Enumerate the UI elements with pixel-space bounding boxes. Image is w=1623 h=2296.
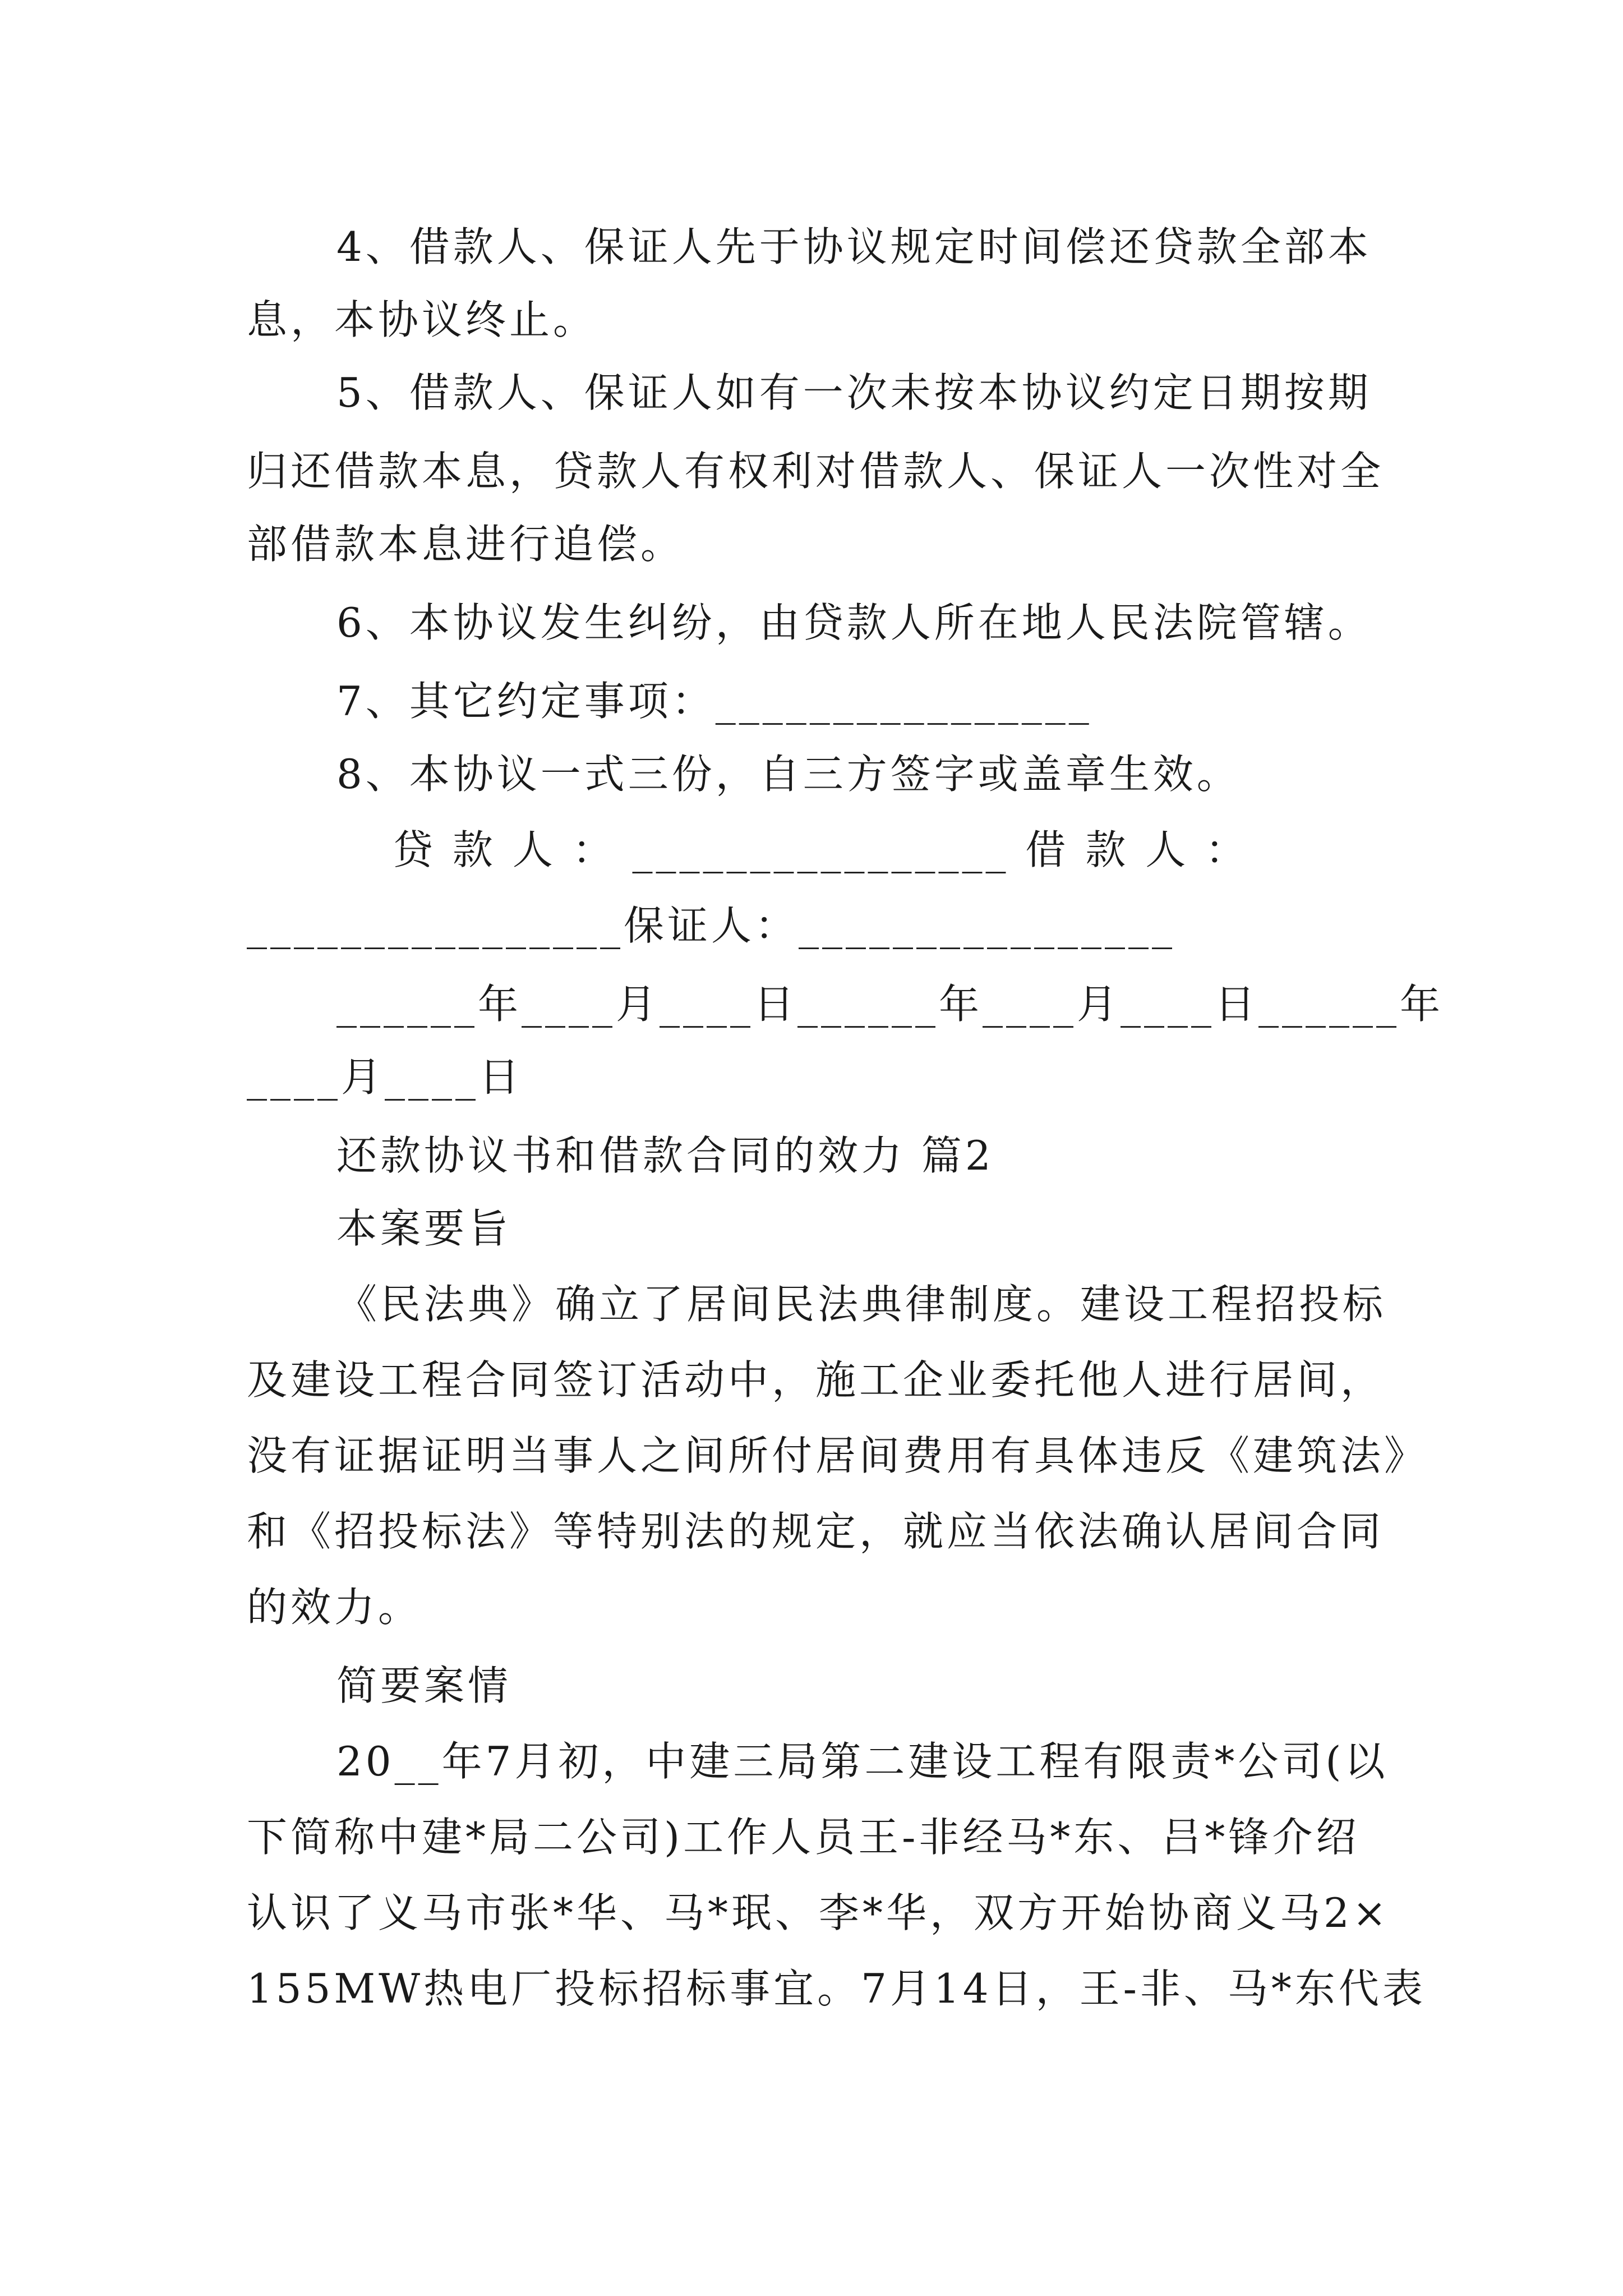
paragraph-7: 7、其它约定事项：________________ (336, 678, 1092, 725)
paragraph-6: 6、本协议发生纠纷，由贷款人所在地人民法院管辖。 (336, 599, 1372, 646)
case-line-3: 认识了义马市张*华、马*珉、李*华，双方开始协商义马2× (247, 1889, 1390, 1936)
paragraph-4-line-1: 4、借款人、保证人先于协议规定时间偿还贷款全部本 (336, 223, 1372, 270)
paragraph-5-line-1: 5、借款人、保证人如有一次未按本协议约定日期按期 (336, 369, 1372, 416)
summary-line-5: 的效力。 (247, 1584, 422, 1631)
signature-line-1: 贷 款 人 ： ________________ 借 款 人 ： (393, 826, 1249, 873)
section-title: 还款协议书和借款合同的效力 篇2 (336, 1132, 994, 1179)
signature-line-2: ________________保证人：________________ (247, 902, 1176, 949)
date-line-2: ____月____日 (247, 1053, 523, 1101)
subheading-case: 简要案情 (336, 1662, 512, 1709)
paragraph-8: 8、本协议一式三份，自三方签字或盖章生效。 (336, 751, 1241, 798)
paragraph-4-line-2: 息，本协议终止。 (247, 296, 597, 343)
date-line-1: ______年____月____日______年____月____日______年 (336, 981, 1444, 1028)
paragraph-5-line-2: 归还借款本息，贷款人有权利对借款人、保证人一次性对全 (247, 448, 1385, 495)
summary-line-3: 没有证据证明当事人之间所付居间费用有具体违反《建筑法》 (247, 1432, 1428, 1479)
case-line-1: 20__年7月初，中建三局第二建设工程有限责*公司(以 (336, 1738, 1389, 1785)
summary-line-2: 及建设工程合同签订活动中，施工企业委托他人进行居间， (247, 1356, 1385, 1404)
case-line-2: 下简称中建*局二公司)工作人员王-非经马*东、吕*锋介绍 (247, 1814, 1360, 1861)
summary-line-4: 和《招投标法》等特别法的规定，就应当依法确认居间合同 (247, 1508, 1385, 1555)
subheading-summary: 本案要旨 (336, 1205, 512, 1252)
paragraph-5-line-3: 部借款本息进行追偿。 (247, 521, 685, 568)
case-line-4: 155MW热电厂投标招标事宜。7月14日，王-非、马*东代表 (247, 1965, 1426, 2012)
summary-line-1: 《民法典》确立了居间民法典律制度。建设工程招投标 (336, 1281, 1387, 1328)
